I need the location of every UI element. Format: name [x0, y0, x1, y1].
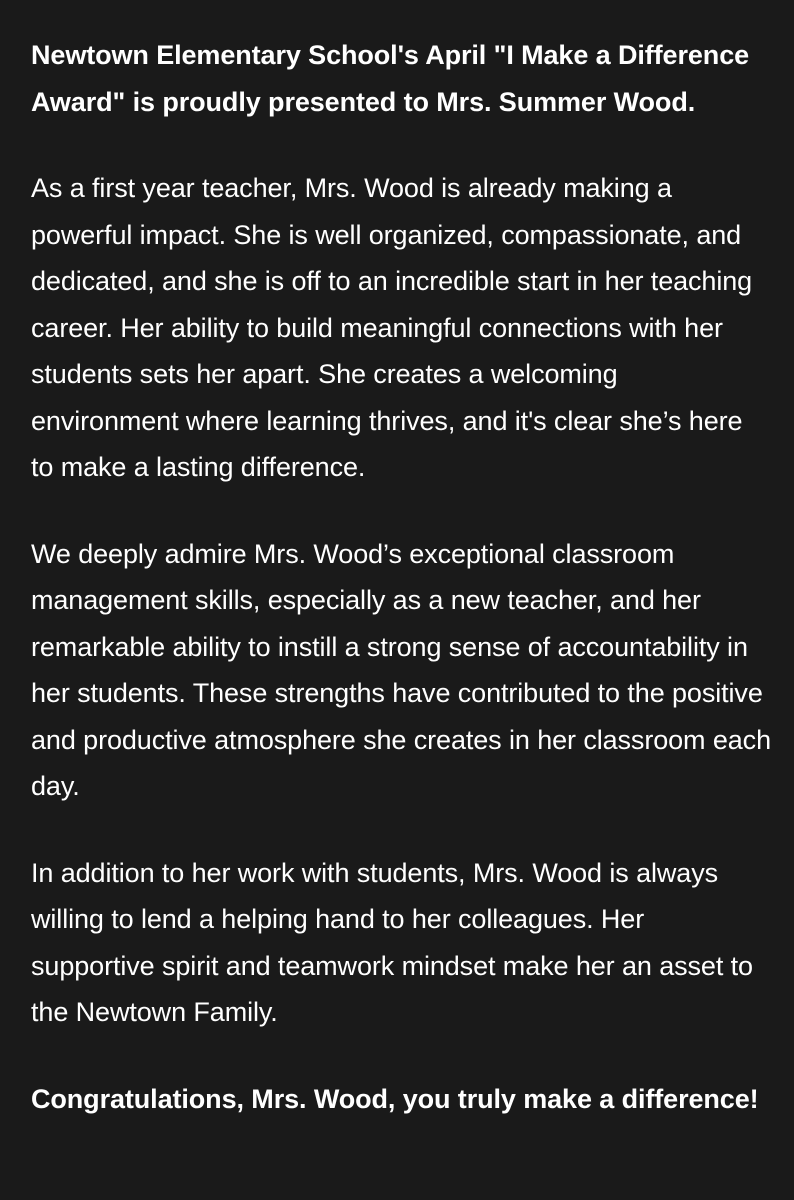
paragraph-first-year-impact: As a first year teacher, Mrs. Wood is already making a powerful impact. She is well organized, compassionate, and dedicated, and she is off to an incredible start in her teaching career. Her ability to build meaningful connections with her students sets her apart. She creates a welcoming environment where learning thrives, and it's clear she’s here to make a lasting difference.	[31, 173, 753, 482]
paragraph-classroom-management: We deeply admire Mrs. Wood’s exceptional classroom management skills, especially as a new teacher, and her remarkable ability to instill a strong sense of accountability in her students. These strengths have contributed to the positive and productive atmosphere she creates in her classroom each day.	[31, 538, 772, 801]
paragraph-colleague-support: In addition to her work with students, Mrs. Wood is always willing to lend a helping hand to her colleagues. Her supportive spirit and teamwork mindset make her an asset to the Newtown Family.	[31, 857, 753, 1027]
award-heading: Newtown Elementary School's April "I Make a Difference Award" is proudly presented to Mrs. Summer Wood.	[31, 40, 750, 117]
closing-congratulations: Congratulations, Mrs. Wood, you truly make a difference!	[31, 1083, 759, 1114]
